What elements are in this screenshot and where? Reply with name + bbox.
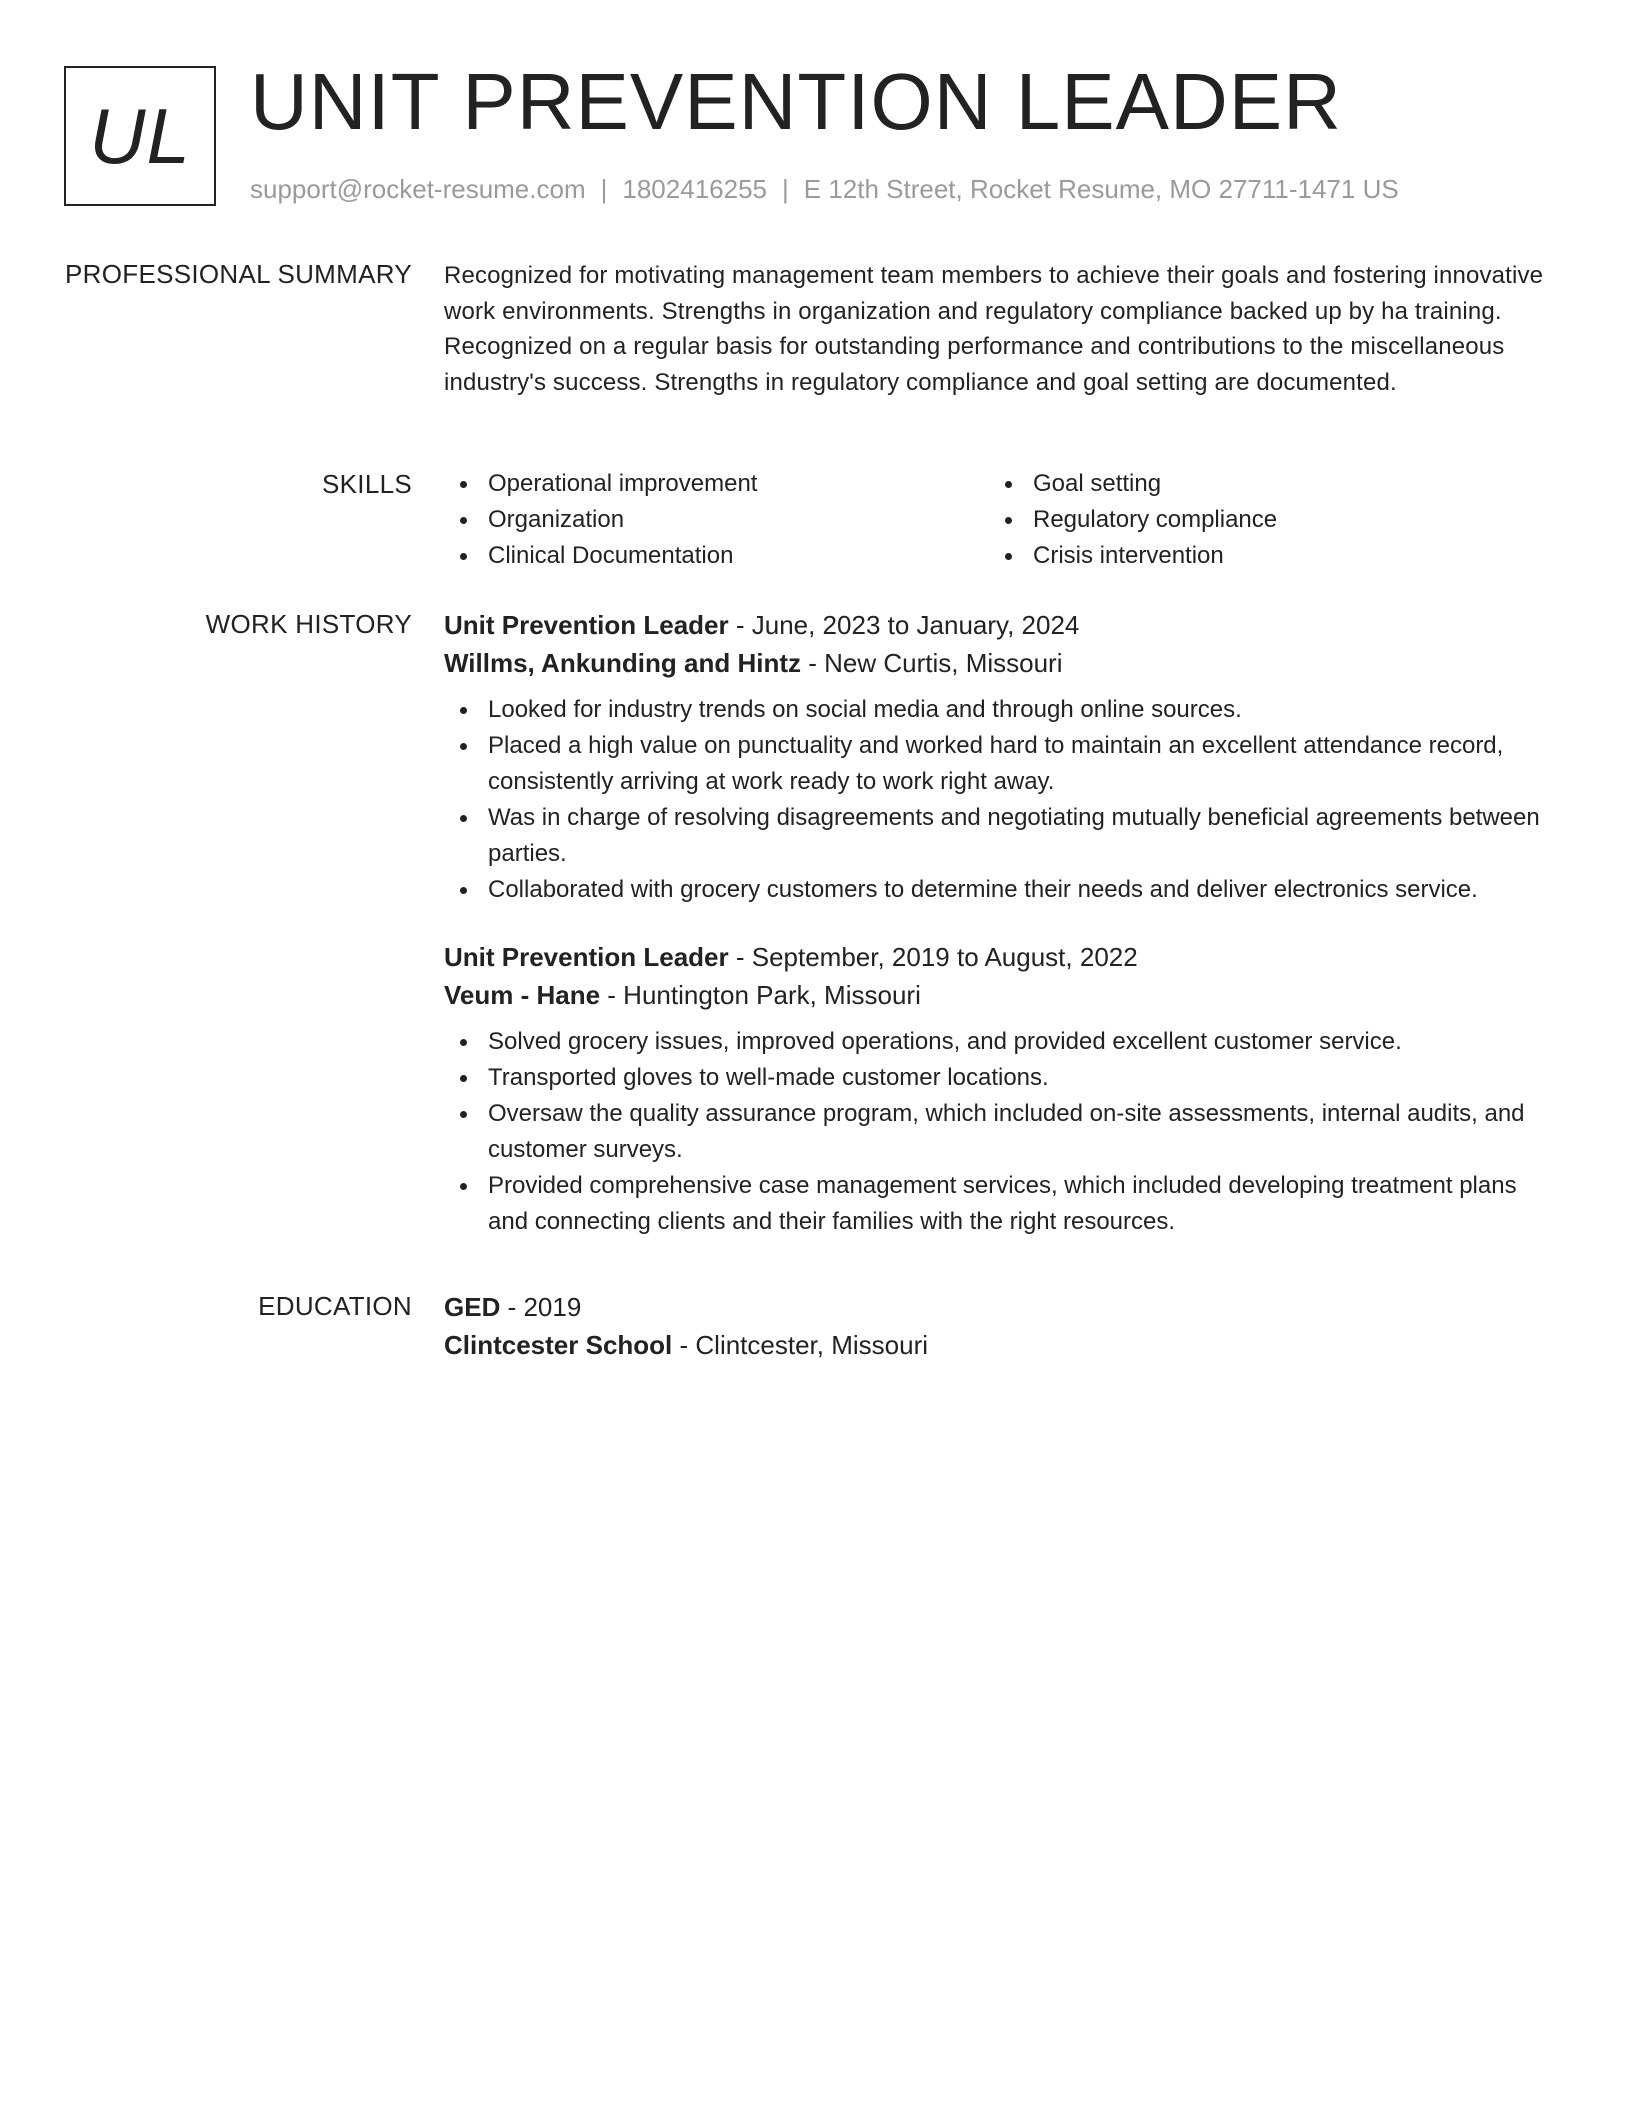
work-history-heading: WORK HISTORY — [205, 609, 412, 639]
education-year: - 2019 — [500, 1292, 582, 1322]
contact-email: support@rocket-resume.com — [250, 174, 586, 204]
contact-address: E 12th Street, Rocket Resume, MO 27711-1471 US — [803, 174, 1399, 204]
job-org-line — [444, 644, 1554, 682]
job-title-line — [444, 606, 1554, 644]
contact-line — [250, 172, 1399, 206]
education-school: Clintcester School — [444, 1330, 673, 1360]
job-entry — [444, 938, 1554, 1240]
job-title: Unit Prevention Leader — [444, 942, 729, 972]
job-bullet: Solved grocery issues, improved operations, and provided excellent customer service. — [444, 1024, 1554, 1060]
job-company: Willms, Ankunding and Hintz — [444, 648, 802, 678]
skill-item: Crisis intervention — [989, 538, 1534, 574]
work-history-body — [444, 606, 1554, 1270]
monogram-initials: UL — [89, 91, 191, 180]
skill-item: Organization — [444, 502, 989, 538]
contact-separator: | — [600, 174, 608, 204]
monogram-logo — [64, 66, 216, 206]
job-bullet: Transported gloves to well-made customer locations. — [444, 1060, 1554, 1096]
job-bullet: Provided comprehensive case management services, which included developing treatment plans and connecting clients and their families with the right resources. — [444, 1168, 1554, 1240]
job-bullets — [444, 692, 1554, 908]
skill-item: Goal setting — [989, 466, 1534, 502]
education-location: - Clintcester, Missouri — [672, 1330, 929, 1360]
job-bullet: Was in charge of resolving disagreements and negotiating mutually beneficial agreements between parties. — [444, 800, 1554, 872]
job-bullet: Oversaw the quality assurance program, which included on-site assessments, internal audits, and customer surveys. — [444, 1096, 1554, 1168]
education-school-line — [444, 1326, 1554, 1364]
summary-text: Recognized for motivating management team members to achieve their goals and fostering innovative work environments. Strengths in organization and regulatory compliance backed up by ha training. Recognized on a regular basis for outstanding performance and contributions to the miscellaneous industry's success. Strengths in regulatory compliance and goal setting are documented. — [444, 262, 1544, 396]
skills-column-right — [989, 466, 1534, 574]
skill-item: Clinical Documentation — [444, 538, 989, 574]
job-location: - Huntington Park, Missouri — [600, 980, 921, 1010]
education-degree: GED — [444, 1292, 501, 1322]
job-org-line — [444, 976, 1554, 1014]
skills-body — [444, 466, 1554, 574]
job-title: Unit Prevention Leader — [444, 610, 729, 640]
skills-heading: SKILLS — [322, 469, 412, 499]
job-company: Veum - Hane — [444, 980, 601, 1010]
education-heading: EDUCATION — [258, 1291, 412, 1321]
summary-heading: PROFESSIONAL SUMMARY — [65, 259, 412, 289]
job-entry — [444, 606, 1554, 908]
job-bullet: Placed a high value on punctuality and worked hard to maintain an excellent attendance record, consistently arriving at work ready to work right away. — [444, 728, 1554, 800]
education-degree-line — [444, 1288, 1554, 1326]
job-dates: - June, 2023 to January, 2024 — [728, 610, 1080, 640]
job-bullet: Looked for industry trends on social media and through online sources. — [444, 692, 1554, 728]
skill-item: Regulatory compliance — [989, 502, 1534, 538]
skills-column-left — [444, 466, 989, 574]
skills-grid — [444, 466, 1554, 574]
skill-item: Operational improvement — [444, 466, 989, 502]
job-dates: - September, 2019 to August, 2022 — [728, 942, 1138, 972]
job-location: - New Curtis, Missouri — [801, 648, 1063, 678]
resume-name: UNIT PREVENTION LEADER — [250, 57, 1342, 146]
contact-separator: | — [782, 174, 789, 204]
education-body — [444, 1288, 1554, 1364]
summary-body — [444, 258, 1554, 400]
job-title-line — [444, 938, 1554, 976]
contact-phone: 1802416255 — [622, 174, 767, 204]
job-bullets — [444, 1024, 1554, 1240]
job-bullet: Collaborated with grocery customers to determine their needs and deliver electronics service. — [444, 872, 1554, 908]
